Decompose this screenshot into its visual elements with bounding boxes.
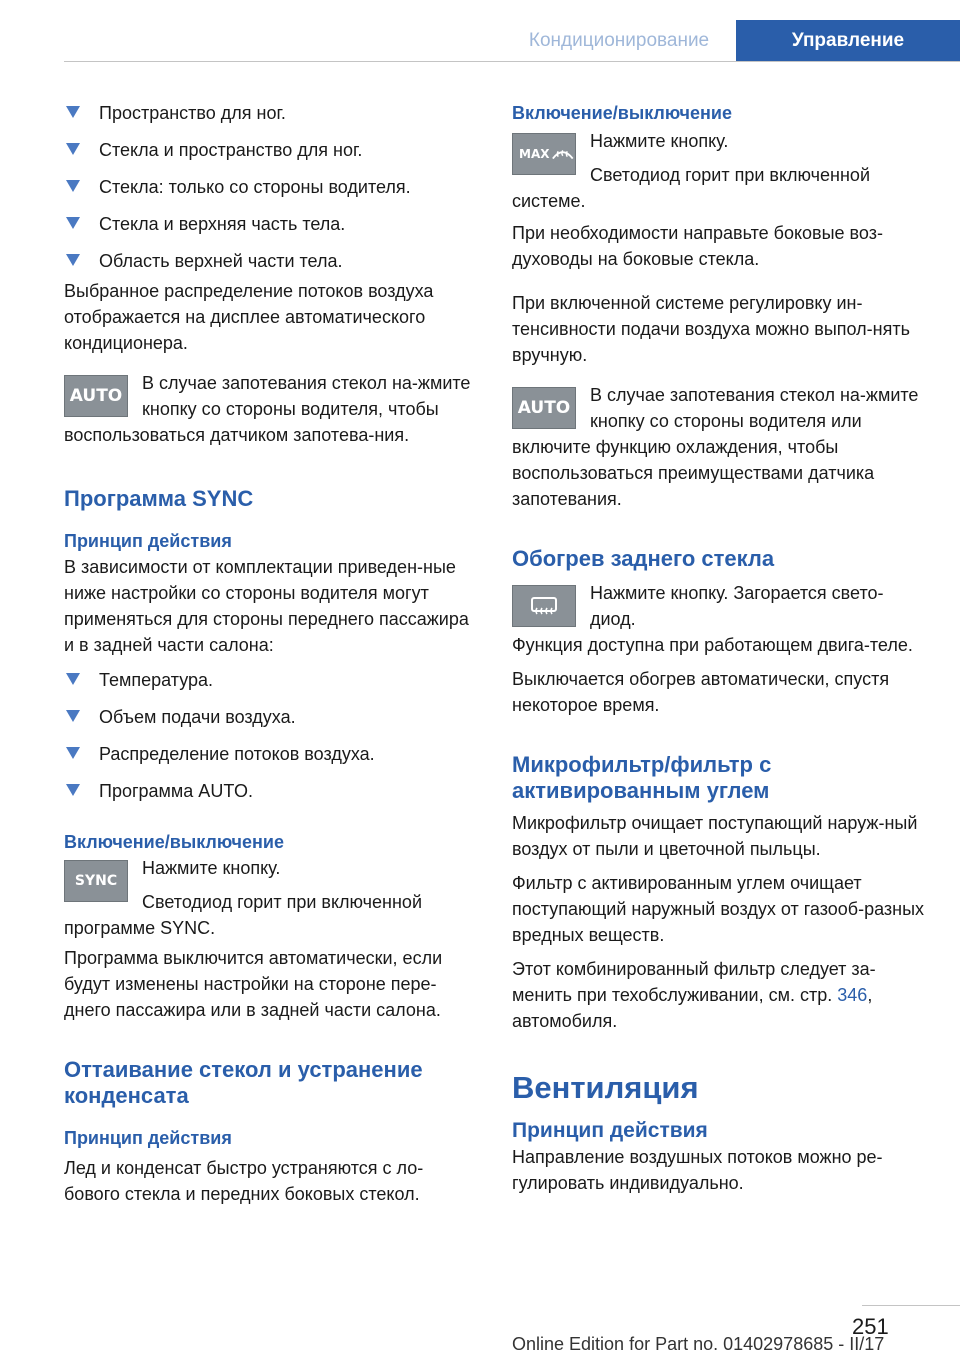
- list-item: Область верхней части тела.: [64, 248, 478, 274]
- triangle-bullet-icon: [66, 106, 80, 118]
- subsection-heading: Принцип действия: [64, 1128, 232, 1148]
- paragraph: Направление воздушных потоков можно ре-гулировать индивидуально.: [512, 1147, 883, 1193]
- list-item: Распределение потоков воздуха.: [64, 741, 478, 767]
- page-number: 251: [852, 1314, 889, 1339]
- list-item: Стекла: только со стороны водителя.: [64, 174, 478, 200]
- triangle-bullet-icon: [66, 180, 80, 192]
- sync-button-icon: SYNC: [64, 860, 128, 902]
- paragraph: Выключается обогрев автоматически, спустя некоторое время.: [512, 669, 890, 715]
- list-item: Температура.: [64, 667, 478, 693]
- triangle-bullet-icon: [66, 710, 80, 722]
- page-link[interactable]: 346: [837, 985, 868, 1005]
- triangle-bullet-icon: [66, 217, 80, 229]
- rear-defrost-icon: [529, 594, 559, 618]
- paragraph: В случае запотевания стекол на-жмите кнопку со стороны водителя или включите функцию охлаждения, чтобы воспользоваться преимуществами датчика запотевания.: [512, 385, 919, 509]
- section-heading: Обогрев заднего стекла: [512, 546, 775, 571]
- edition-label: Online Edition for Part no. 01402978685 - II/17: [512, 1334, 885, 1354]
- paragraph: В случае запотевания стекол на-жмите кнопку со стороны водителя, чтобы воспользоваться датчиком запотева-ния.: [64, 373, 471, 445]
- subsection-heading: Принцип действия: [512, 1119, 708, 1142]
- paragraph: Микрофильтр очищает поступающий наруж-ный воздух от пыли и цветочной пыльцы.: [512, 813, 918, 859]
- defrost-icon: [551, 143, 575, 165]
- paragraph: Функция доступна при работающем двига-теле.: [512, 635, 913, 655]
- section-heading: Оттаивание стекол и устранение конденсата: [64, 1057, 423, 1108]
- paragraph: Этот комбинированный фильтр следует за-менить при техобслуживании, см. стр. 346, автомобиля.: [512, 959, 876, 1031]
- paragraph: В зависимости от комплектации приведен-ные ниже настройки со стороны водителя могут применяться для стороны переднего пассажира и в задней части салона:: [64, 557, 469, 655]
- paragraph: Нажмите кнопку.: [142, 858, 281, 878]
- triangle-bullet-icon: [66, 784, 80, 796]
- left-column: [64, 100, 478, 1207]
- subsection-heading: Включение/выключение: [64, 832, 284, 852]
- paragraph: Выбранное распределение потоков воздуха отображается на дисплее автоматического кондиционера.: [64, 281, 434, 353]
- triangle-bullet-icon: [66, 254, 80, 266]
- paragraph: При включенной системе регулировку ин-тенсивности подачи воздуха можно выпол-нять вручную.: [512, 293, 910, 365]
- list-item: Стекла и верхняя часть тела.: [64, 211, 478, 237]
- paragraph: Нажмите кнопку.: [590, 131, 729, 151]
- list-item: Объем подачи воздуха.: [64, 704, 478, 730]
- chapter-heading: Вентиляция: [512, 1070, 699, 1105]
- header-tab-label: Управление: [791, 30, 905, 51]
- list-item: Стекла и пространство для ног.: [64, 137, 478, 163]
- triangle-bullet-icon: [66, 673, 80, 685]
- subsection-heading: Включение/выключение: [512, 103, 732, 123]
- max-defrost-button-icon: MAX: [512, 133, 576, 175]
- airflow-list: [64, 100, 478, 274]
- paragraph: Лед и конденсат быстро устраняются с ло-бового стекла и передних боковых стекол.: [64, 1158, 424, 1204]
- footer-rule: [862, 1305, 960, 1306]
- rear-window-heating-button-icon: [512, 585, 576, 627]
- paragraph: При необходимости направьте боковые воз-духоводы на боковые стекла.: [512, 223, 883, 269]
- triangle-bullet-icon: [66, 143, 80, 155]
- header-active-tab[interactable]: [736, 20, 960, 62]
- paragraph: Нажмите кнопку. Загорается свето-диод.: [590, 583, 884, 629]
- header-section-title: Кондиционирование: [528, 30, 710, 51]
- header-rule: [64, 61, 960, 62]
- section-heading: Микрофильтр/фильтр с активированным углем: [512, 752, 772, 803]
- right-column: [512, 100, 928, 1196]
- paragraph: Программа выключится автоматически, если будут изменены настройки на стороне пере-днего пассажира или в задней части салона.: [64, 948, 443, 1020]
- auto-button-icon: AUTO: [512, 387, 576, 429]
- triangle-bullet-icon: [66, 747, 80, 759]
- paragraph: Светодиод горит при включенной программе SYNC.: [64, 892, 422, 938]
- list-item: Пространство для ног.: [64, 100, 478, 126]
- sync-settings-list: [64, 667, 478, 804]
- section-heading: Программа SYNC: [64, 486, 254, 511]
- paragraph: Фильтр с активированным углем очищает поступающий наружный воздух от газооб-разных вредных веществ.: [512, 873, 925, 945]
- list-item: Программа AUTO.: [64, 778, 478, 804]
- paragraph: Светодиод горит при включенной системе.: [512, 165, 870, 211]
- subsection-heading: Принцип действия: [64, 531, 232, 551]
- auto-button-icon: AUTO: [64, 375, 128, 417]
